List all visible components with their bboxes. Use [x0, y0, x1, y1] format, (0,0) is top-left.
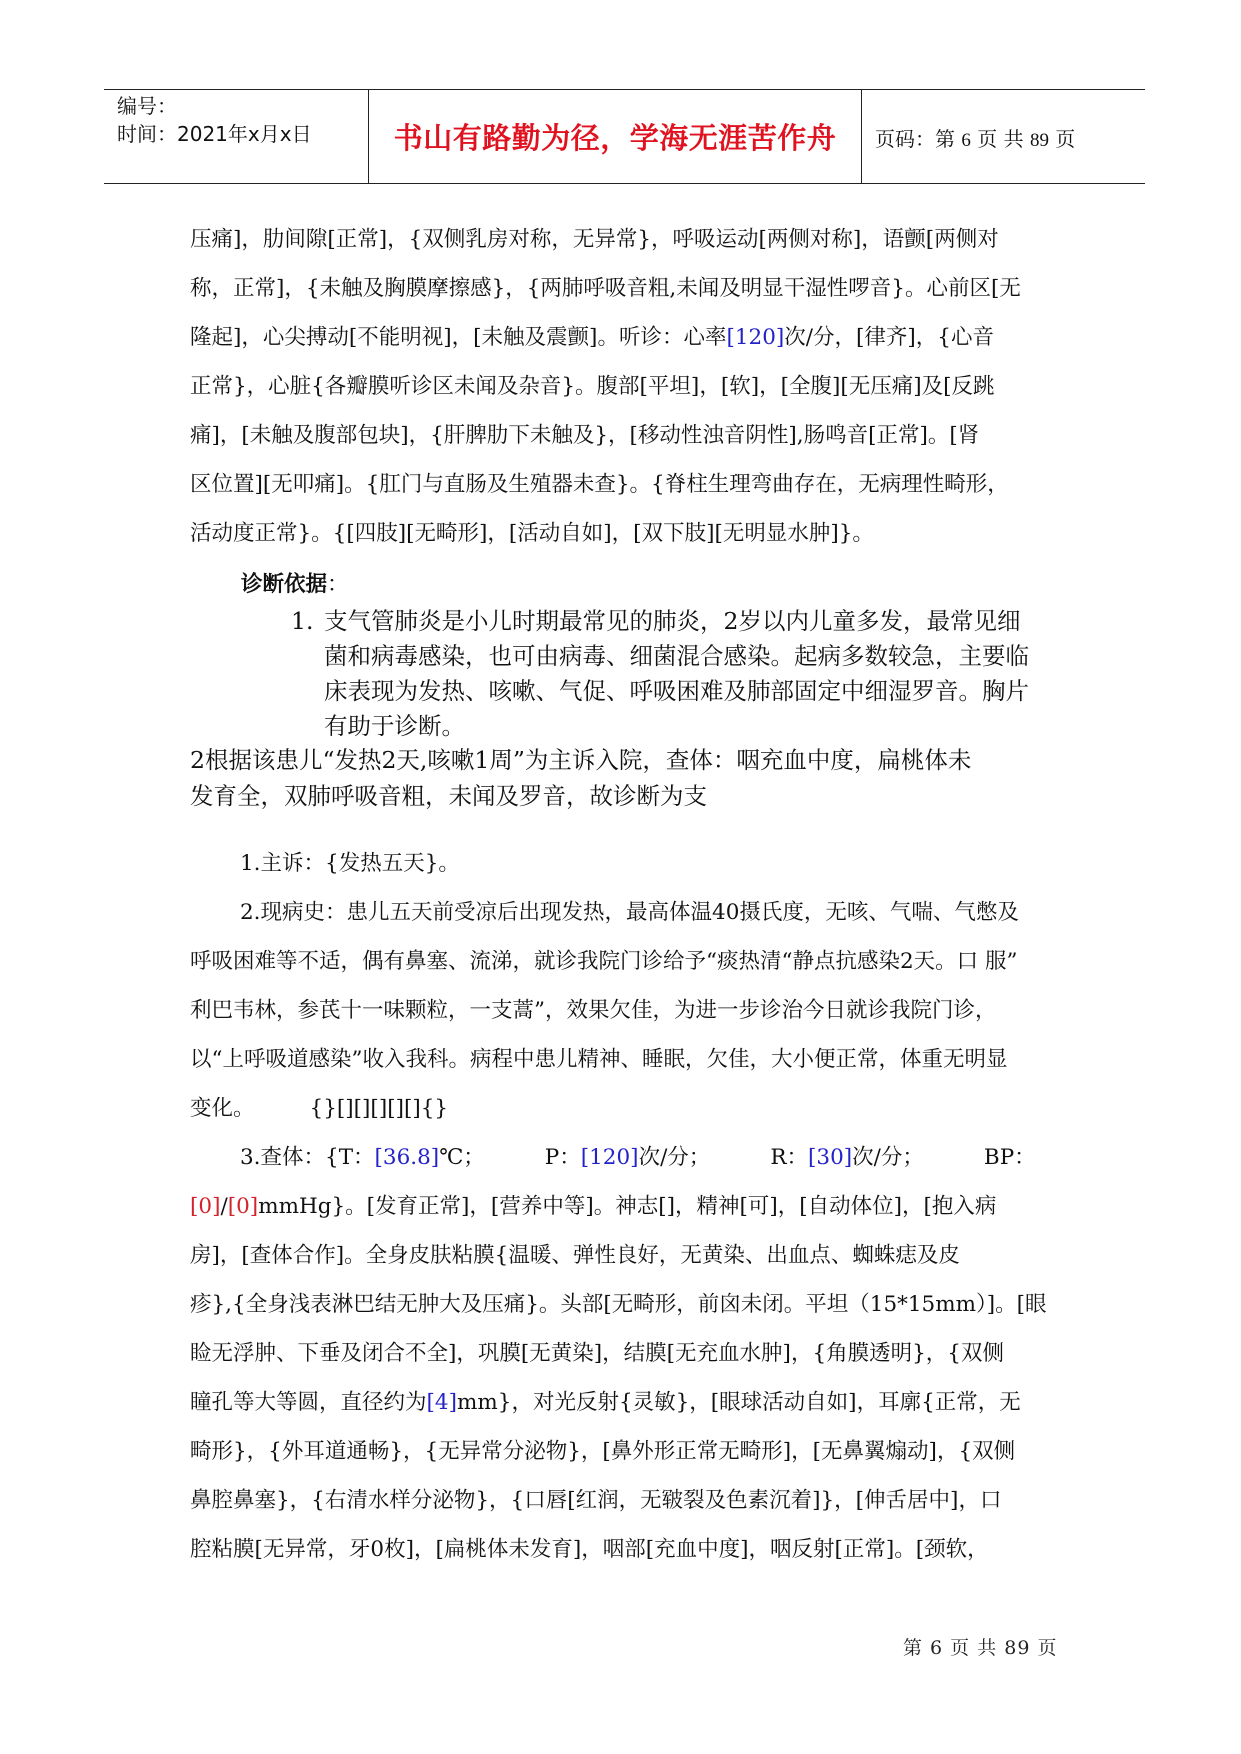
exam-line: 房]，[查体合作]。全身皮肤粘膜{温暖、弹性良好，无黄染、出血点、蜘蛛痣及皮 — [190, 1243, 960, 1268]
header-left-block — [117, 92, 362, 148]
respiration-value: [30] — [808, 1145, 853, 1170]
text-line: 活动度正常}。{[四肢][无畸形]，[活动自如]，[双下肢][无明显水肿]}。 — [190, 521, 874, 546]
header-divider-left — [368, 89, 369, 183]
page-suffix: 页 — [1055, 127, 1076, 151]
bp-systolic-value: [0] — [190, 1194, 221, 1219]
history-line: 以“上呼吸道感染”收入我科。病程中患儿精神、睡眠，欠佳，大小便正常，体重无明显 — [190, 1047, 1008, 1072]
exam-line: 腔粘膜[无异常，牙0枚]，[扁桃体未发育]，咽部[充血中度]，咽反射[正常]。[颈软， — [190, 1537, 989, 1562]
header-motto: 书山有路勤为径，学海无涯苦作舟 — [393, 121, 837, 155]
footer-page-number: 第 6 页 共 89 页 — [903, 1637, 1058, 1659]
text-line: 区位置][无叩痛]。{肛门与直肠及生殖器未查}。{脊柱生理弯曲存在，无病理性畸形， — [190, 472, 1009, 497]
text-line: 隆起]，心尖搏动[不能明视]，[未触及震颤]。听诊：心率[120]次/分，[律齐]，{心音 — [190, 325, 994, 350]
page-total: 89 — [1029, 130, 1049, 151]
list-number: 1. — [291, 607, 314, 635]
exam-line: 睑无浮肿、下垂及闭合不全]，巩膜[无黄染]，结膜[无充血水肿]，{角膜透明}，{双侧 — [190, 1341, 1004, 1366]
pupil-diameter-value: [4] — [426, 1390, 457, 1415]
text-line: 称，正常]，{未触及胸膜摩擦感}，{两肺呼吸音粗,未闻及明显干湿性啰音}。心前区[无 — [190, 276, 1021, 301]
text-line: 正常}，心脏{各瓣膜听诊区未闻及杂音}。腹部[平坦]，[软]，[全腹][无压痛]及[反跳 — [190, 374, 995, 399]
exam-line: 鼻腔鼻塞}，{右清水样分泌物}，{口唇[红润，无皲裂及色素沉着]}，[伸舌居中]，口 — [190, 1488, 1002, 1513]
heart-rate-value: [120] — [726, 325, 785, 350]
diagnosis-item-2 — [190, 742, 971, 814]
medical-record — [190, 839, 1060, 1574]
history-line: 2.现病史：患儿五天前受凉后出现发热，最高体温40摄氏度，无咳、气喘、气憋及 — [240, 900, 1019, 925]
chief-complaint: 1.主诉：{发热五天}。 — [240, 851, 460, 876]
header-bottom-rule — [104, 183, 1145, 184]
time-label: 时间：2021年x月x日 — [117, 122, 312, 146]
text-line: 痛]，[未触及腹部包块]，{肝脾肋下未触及}，[移动性浊音阴性],肠鸣音[正常]。[肾 — [190, 423, 980, 448]
exam-line: 瞳孔等大等圆，直径约为[4]mm}，对光反射{灵敏}，[眼球活动自如]，耳廓{正常，无 — [190, 1390, 1021, 1415]
text-line: 菌和病毒感染，也可由病毒、细菌混合感染。起病多数较急，主要临 — [324, 642, 1029, 670]
serial-label: 编号： — [117, 94, 177, 118]
exam-line: 疹},{全身浅表淋巴结无肿大及压痛}。头部[无畸形，前囟未闭。平坦（15*15mm）]。[眼 — [190, 1292, 1047, 1317]
history-line: 变化。 {}[][][][][]{} — [190, 1096, 449, 1121]
vitals-line-2: [0]/[0]mmHg}。[发育正常]，[营养中等]。神志[]，精神[可]，[自动体位]，[抱入病 — [190, 1194, 997, 1219]
text-line: 床表现为发热、咳嗽、气促、呼吸困难及肺部固定中细湿罗音。胸片 — [324, 677, 1029, 705]
page-prefix: 页码：第 — [875, 127, 955, 151]
header-top-rule — [104, 89, 1145, 90]
text-line: 压痛]，肋间隙[正常]，{双侧乳房对称，无异常}，呼吸运动[两侧对称]，语颤[两侧对 — [190, 227, 999, 252]
exam-continued — [190, 215, 1060, 558]
text-line: 1. 支气管肺炎是小儿时期最常见的肺炎，2岁以内儿童多发，最常见细 — [291, 604, 1029, 639]
vitals-line: 3.查体：{T：[36.8]℃； P：[120]次/分； R：[30]次/分； BP： — [240, 1145, 1036, 1170]
diagnosis-item-1 — [291, 604, 1029, 744]
text-line: 有助于诊断。 — [324, 712, 465, 740]
header-divider-right — [861, 89, 862, 183]
page-current: 6 — [961, 130, 971, 151]
history-brackets: {}[][][][][]{} — [309, 1096, 449, 1121]
history-line: 呼吸困难等不适，偶有鼻塞、流涕，就诊我院门诊给予“痰热清“静点抗感染2天。口 服” — [190, 949, 1018, 974]
pulse-value: [120] — [580, 1145, 639, 1170]
history-line: 利巴韦林，参芪十一味颗粒，一支蒿”，效果欠佳，为进一步诊治今日就诊我院门诊， — [190, 998, 997, 1023]
text-line: 发育全，双肺呼吸音粗，未闻及罗音，故诊断为支 — [190, 782, 707, 810]
page-mid: 页 共 — [977, 127, 1024, 151]
temperature-value: [36.8] — [374, 1145, 440, 1170]
header-page-number — [875, 123, 1075, 152]
bp-diastolic-value: [0] — [227, 1194, 259, 1219]
exam-line: 畸形}，{外耳道通畅}，{无异常分泌物}，[鼻外形正常无畸形]，[无鼻翼煽动]，{双侧 — [190, 1439, 1016, 1464]
text-line: 2根据该患儿“发热2天,咳嗽1周”为主诉入院，查体：咽充血中度，扁桃体未 — [190, 746, 972, 774]
diagnosis-title: 诊断依据： — [241, 572, 349, 597]
